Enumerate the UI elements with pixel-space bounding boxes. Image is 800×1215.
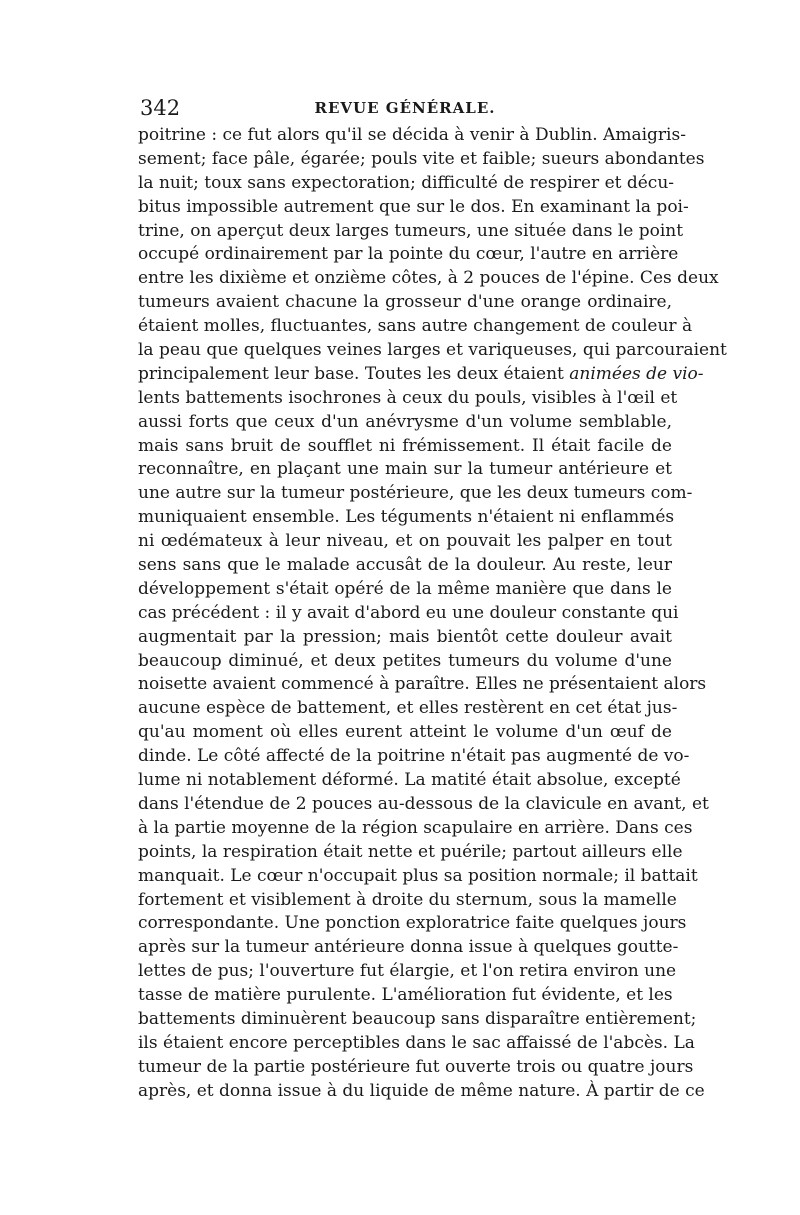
text-line: développement s'était opéré de la même manière que dans le — [138, 578, 672, 599]
text-line: sens sans que le malade accusât de la douleur. Au reste, leur — [138, 555, 672, 576]
text-line: tumeur de la partie postérieure fut ouverte trois ou quatre jours — [138, 1056, 694, 1077]
text-line: lents battements isochrones à ceux du pouls, visibles à l'œil et — [138, 387, 678, 408]
text-line: après sur la tumeur antérieure donna issue à quelques goutte- — [138, 937, 679, 958]
running-title: REVUE GÉNÉRALE. — [314, 99, 496, 117]
text-line: manquait. Le cœur n'occupait plus sa position normale; il battait — [138, 865, 698, 886]
text-line: beaucoup diminué, et deux petites tumeurs du volume d'une — [138, 650, 672, 671]
text-line: sement; face pâle, égarée; pouls vite et faible; sueurs abondantes — [138, 148, 705, 169]
text-line: lettes de pus; l'ouverture fut élargie, et l'on retira environ une — [138, 961, 677, 982]
page-number: 342 — [140, 96, 181, 120]
italic-fragment: animées de vio- — [569, 363, 704, 384]
text-line: la peau que quelques veines larges et variqueuses, qui parcouraient — [138, 340, 727, 361]
text-line: bitus impossible autrement que sur le dos. En examinant la poi- — [138, 196, 689, 217]
text-line: poitrine : ce fut alors qu'il se décida à venir à Dublin. Amaigris- — [138, 125, 686, 145]
body-text — [138, 124, 727, 1104]
text-line: muniquaient ensemble. Les téguments n'étaient ni enflammés — [138, 507, 675, 528]
text-line: cas précédent : il y avait d'abord eu une douleur constante qui — [138, 602, 679, 623]
text-line: noisette avaient commencé à paraître. Elles ne présentaient alors — [138, 674, 707, 695]
text-line: une autre sur la tumeur postérieure, que les deux tumeurs com- — [138, 483, 693, 504]
text-fragment: principalement leur base. Toutes les deux étaient — [138, 363, 564, 384]
text-line: fortement et visiblement à droite du sternum, sous la mamelle — [138, 889, 677, 910]
text-line: tasse de matière purulente. L'amélioration fut évidente, et les — [138, 985, 673, 1006]
text-line: augmentait par la pression; mais bientôt cette douleur avait — [138, 626, 672, 647]
text-line: dans l'étendue de 2 pouces au-dessous de la clavicule en avant, et — [138, 793, 709, 814]
text-line: la nuit; toux sans expectoration; difficulté de respirer et décu- — [138, 172, 675, 193]
text-line: lume ni notablement déformé. La matité était absolue, excepté — [138, 770, 681, 791]
text-line: tumeurs avaient chacune la grosseur d'une orange ordinaire, — [138, 292, 672, 313]
text-line: correspondante. Une ponction exploratrice faite quelques jours — [138, 913, 687, 934]
text-line: dinde. Le côté affecté de la poitrine n'était pas augmenté de vo- — [138, 746, 690, 767]
text-line: ils étaient encore perceptibles dans le sac affaissé de l'abcès. La — [138, 1032, 695, 1053]
text-line: qu'au moment où elles eurent atteint le volume d'un œuf de — [138, 722, 672, 743]
text-line: ni œdémateux à leur niveau, et on pouvait les palper en tout — [138, 531, 672, 552]
text-line: battements diminuèrent beaucoup sans disparaître entièrement; — [138, 1008, 697, 1029]
text-line: points, la respiration était nette et puérile; partout ailleurs elle — [138, 841, 683, 862]
text-line: occupé ordinairement par la pointe du cœur, l'autre en arrière — [138, 244, 679, 265]
text-line-with-italic — [138, 363, 704, 387]
text-line: entre les dixième et onzième côtes, à 2 pouces de l'épine. Ces deux — [138, 268, 719, 289]
text-line: mais sans bruit de soufflet ni frémissement. Il était facile de — [138, 435, 672, 456]
text-line: reconnaître, en plaçant une main sur la tumeur antérieure et — [138, 459, 672, 480]
text-line: trine, on aperçut deux larges tumeurs, une située dans le point — [138, 220, 684, 241]
text-line: aussi forts que ceux d'un anévrysme d'un volume semblable, — [138, 411, 672, 432]
text-line: étaient molles, fluctuantes, sans autre changement de couleur à — [138, 316, 693, 337]
page-header — [140, 96, 670, 124]
text-line: aucune espèce de battement, et elles restèrent en cet état jus- — [138, 698, 678, 719]
text-line: après, et donna issue à du liquide de même nature. À partir de ce — [138, 1080, 705, 1101]
text-line: à la partie moyenne de la région scapulaire en arrière. Dans ces — [138, 817, 693, 838]
